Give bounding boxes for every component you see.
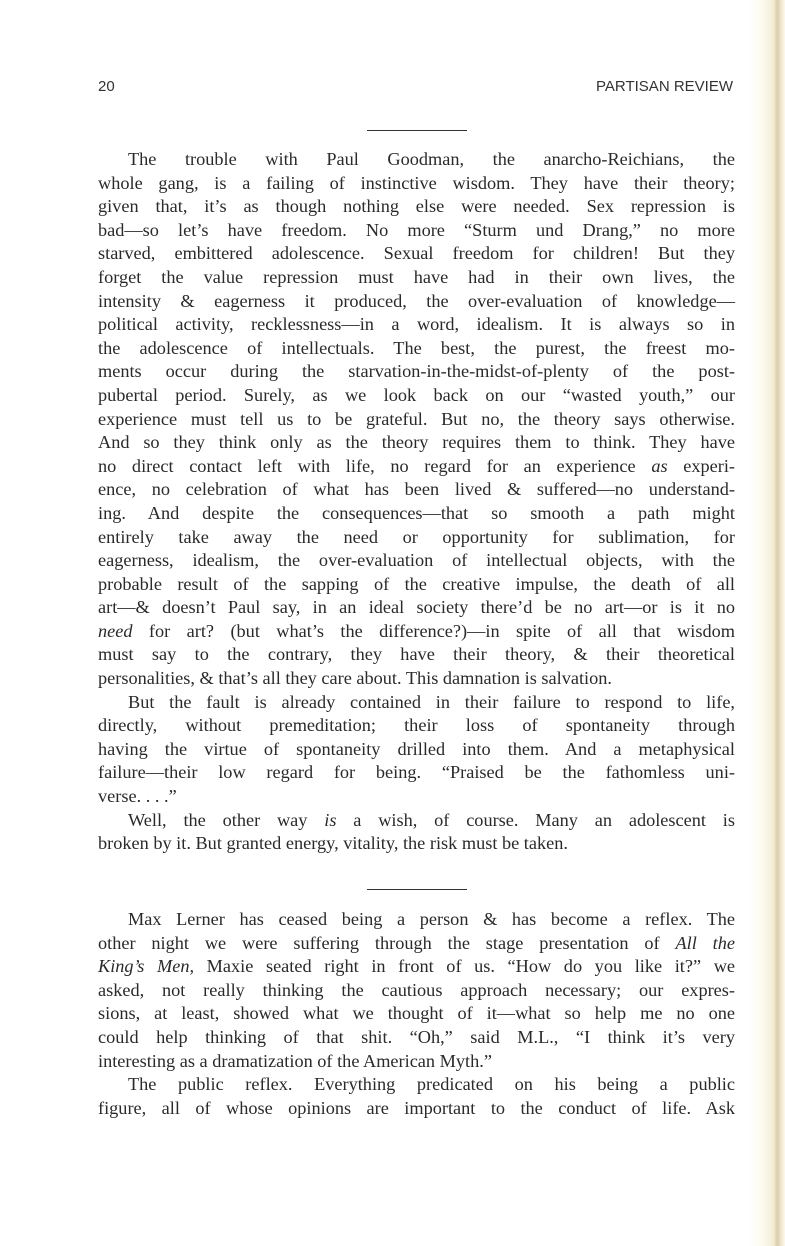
text-line: eagerness, idealism, the over-evaluation of intellectual objects, with the (98, 550, 735, 571)
text-line: intensity & eagerness it produced, the over-evaluation of knowledge— (98, 290, 735, 311)
text-line: probable result of the sapping of the creative impulse, the death of all (98, 573, 735, 594)
text-line: And so they think only as the theory requires them to think. They have (98, 432, 735, 453)
text-line: personalities, & that’s all they care about. This damnation is salvation. (98, 668, 612, 689)
text-line: given that, it’s as though nothing else were needed. Sex repression is (98, 196, 735, 217)
text-line: other night we were suffering through the stage presentation of All the (98, 932, 735, 953)
text-line: pubertal period. Surely, as we look back on our “wasted youth,” our (98, 384, 735, 405)
text-line: King’s Men, Maxie seated right in front of us. “How do you like it?” we (98, 956, 736, 977)
text-line: entirely take away the need or opportunity for sublimation, for (98, 526, 735, 547)
text-line: political activity, recklessness—in a word, idealism. It is always so in (98, 314, 735, 335)
paragraph (98, 148, 735, 691)
paragraph (98, 908, 735, 1073)
page-number: 20 (98, 78, 115, 95)
text-line: having the virtue of spontaneity drilled into them. And a metaphysical (98, 738, 735, 759)
text-line: broken by it. But granted energy, vitality, the risk must be taken. (98, 833, 568, 854)
text-line: experience must tell us to be grateful. But no, the theory says otherwise. (98, 408, 735, 429)
text-line: ments occur during the starvation-in-the-midst-of-plenty of the post- (98, 361, 735, 382)
text-line: The public reflex. Everything predicated on his being a public (128, 1074, 735, 1095)
paragraph (98, 691, 735, 809)
text-line: failure—their low regard for being. “Praised be the fathomless uni- (98, 762, 735, 783)
text-line: need for art? (but what’s the difference?)—in spite of all that wisdom (98, 620, 735, 641)
text-line: starved, embittered adolescence. Sexual freedom for children! But they (98, 243, 735, 264)
text-line: Well, the other way is a wish, of course. Many an adolescent is (128, 809, 735, 830)
text-line: The trouble with Paul Goodman, the anarcho-Reichians, the (128, 149, 735, 169)
text-line: must say to the contrary, they have their theory, & their theoretical (98, 644, 735, 665)
section-lerner (98, 908, 735, 1120)
page-edge-shadow (747, 0, 785, 1246)
text-line: figure, all of whose opinions are important to the conduct of life. Ask (98, 1097, 735, 1118)
text-line: But the fault is already contained in their failure to respond to life, (128, 691, 735, 712)
paragraph (98, 809, 735, 856)
text-line: Max Lerner has ceased being a person & has become a reflex. The (128, 909, 735, 929)
section-divider (367, 889, 467, 890)
text-line: ence, no celebration of what has been lived & suffered—no understand- (98, 479, 735, 500)
text-line: directly, without premeditation; their loss of spontaneity through (98, 715, 735, 736)
section-goodman (98, 148, 735, 856)
text-line: no direct contact left with life, no regard for an experience as experi- (98, 455, 735, 476)
text-line: sions, at least, showed what we thought of it—what so help me no one (98, 1003, 735, 1024)
paragraph (98, 1073, 735, 1120)
text-line: art—& doesn’t Paul say, in an ideal society there’d be no art—or is it no (98, 597, 735, 618)
text-line: interesting as a dramatization of the American Myth.” (98, 1050, 492, 1071)
text-line: the adolescence of intellectuals. The best, the purest, the freest mo- (98, 337, 735, 358)
running-title: PARTISAN REVIEW (596, 78, 733, 95)
text-line: ing. And despite the consequences—that so smooth a path might (98, 502, 735, 523)
text-line: could help thinking of that shit. “Oh,” said M.L., “I think it’s very (98, 1026, 735, 1047)
text-line: forget the value repression must have had in their own lives, the (98, 266, 735, 287)
text-line: whole gang, is a failing of instinctive wisdom. They have their theory; (98, 172, 735, 193)
text-line: asked, not really thinking the cautious approach necessary; our expres- (98, 979, 735, 1000)
section-divider (367, 130, 467, 131)
text-line: verse. . . .” (98, 786, 177, 807)
text-line: bad—so let’s have freedom. No more “Sturm und Drang,” no more (98, 219, 735, 240)
